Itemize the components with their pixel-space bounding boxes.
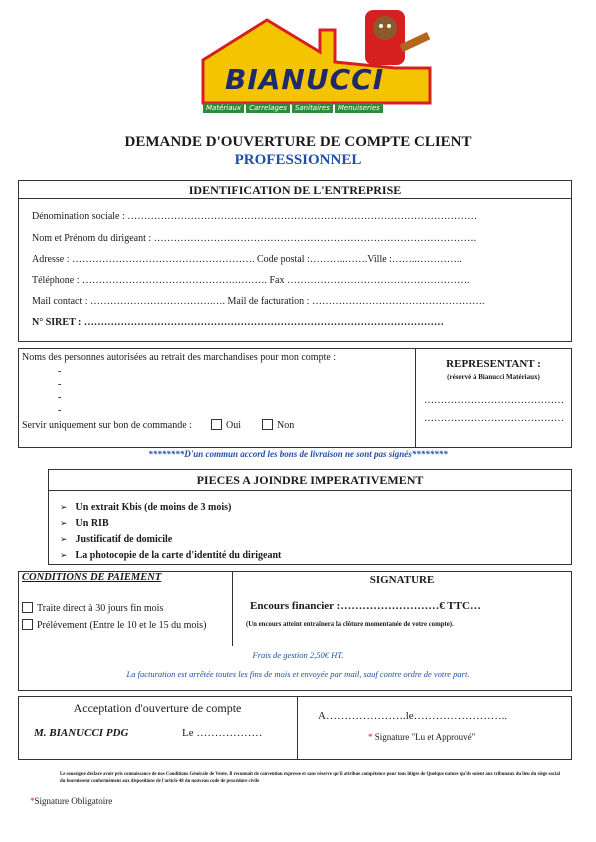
oui-checkbox[interactable]: [211, 419, 222, 430]
identification-heading: IDENTIFICATION DE L'ENTREPRISE: [188, 183, 402, 197]
dirigeant-field[interactable]: Nom et Prénom du dirigeant : …………………………………………………………………………………….: [32, 233, 477, 244]
representant-subtitle: (réservé à Bianucci Matériaux): [447, 373, 540, 381]
oui-label: Oui: [225, 420, 241, 431]
facturation-note: La facturation est arrêtée toutes les fins de mois et envoyée par mail, sauf contre ordre de votre part.: [126, 669, 470, 679]
page-title: DEMANDE D'OUVERTURE DE COMPTE CLIENT: [124, 134, 472, 150]
piece-item: ➢ Un extrait Kbis (de moins de 3 mois): [60, 502, 232, 513]
piece-item: ➢ Un RIB: [60, 518, 109, 529]
commun-accord-note: ********D'un commun accord les bons de livraison ne sont pas signés********: [148, 449, 448, 459]
arrow-right-icon: ➢: [60, 551, 68, 561]
logo-tags: [203, 103, 383, 113]
logo-tag: Carrelages: [246, 103, 290, 113]
telephone-field[interactable]: Téléphone : ……………………………………….………. Fax ……………………………………………….: [32, 275, 470, 286]
fine-print: Le soussigné déclare avoir pris connaissance de nos Conditions Générale de Vente. Il reconnaît de convention expresse et sans réserve qu'il attribue compétence pour tous litiges de Quelque nature qu'ils soient aux tribunaux du lieu du siège social du fournisseur conformément aux dispositions de l'article 48 du nouveau code de procédure civile: [60, 772, 560, 784]
logo-tag: Menuiseries: [335, 103, 383, 113]
traite-checkbox[interactable]: [22, 602, 33, 613]
non-checkbox[interactable]: [262, 419, 273, 430]
logo: [195, 8, 440, 116]
representant-title: REPRESENTANT :: [446, 358, 541, 370]
obligatoire-note: *Signature Obligatoire: [30, 796, 113, 806]
piece-item: ➢ La photocopie de la carte d'identité du dirigeant: [60, 550, 282, 561]
arrow-right-icon: ➢: [60, 535, 68, 545]
encours-field[interactable]: Encours financier :………………………€ TTC…: [250, 600, 481, 612]
representant-line[interactable]: ……………………………………: [424, 395, 564, 406]
pieces-heading: PIECES A JOINDRE IMPERATIVEMENT: [196, 473, 424, 487]
personne-line[interactable]: -: [58, 379, 62, 390]
adresse-field[interactable]: Adresse : ………………………………………………. Code postal :………..…….Ville :……..…………..: [32, 254, 462, 265]
lu-approuve-label: * Signature "Lu et Approuvé": [368, 732, 476, 742]
logo-tag: Sanitaires: [292, 103, 333, 113]
required-star: *: [368, 732, 373, 742]
lieu-date-field[interactable]: A………………….le……………………..: [318, 710, 508, 722]
siret-field[interactable]: N° SIRET : ………………………………………………………………………………………………: [32, 317, 444, 328]
page-subtitle: PROFESSIONNEL: [234, 152, 362, 168]
servir-row: [22, 419, 294, 431]
frais-note: Frais de gestion 2,50€ HT.: [252, 650, 344, 660]
prelevement-checkbox[interactable]: [22, 619, 33, 630]
signature-heading: SIGNATURE: [369, 574, 435, 586]
date-field[interactable]: Le ………………: [182, 727, 263, 739]
personne-line[interactable]: -: [58, 405, 62, 416]
piece-item: ➢ Justificatif de domicile: [60, 534, 173, 545]
logo-brand: BIANUCCI: [225, 63, 385, 96]
representant-line[interactable]: ……………………………………: [424, 413, 564, 424]
non-label: Non: [276, 420, 295, 431]
option-prelevement: Prélèvement (Entre le 10 et le 15 du mois): [22, 619, 206, 631]
required-star: *: [30, 796, 35, 806]
personnes-label: Noms des personnes autorisées au retrait des marchandises pour mon compte :: [22, 352, 337, 363]
servir-label: Servir uniquement sur bon de commande :: [22, 420, 192, 431]
acceptation-title: Acceptation d'ouverture de compte: [73, 701, 242, 715]
option-traite: Traite direct à 30 jours fin mois: [22, 602, 163, 614]
pdg-name: M. BIANUCCI PDG: [34, 727, 129, 739]
logo-house-icon: [195, 8, 440, 116]
mail-field[interactable]: Mail contact : ……………………………….…. Mail de facturation : …………………………………………….: [32, 296, 485, 307]
encours-note: (Un encours atteint entraînera la clôture momentanée de votre compte).: [246, 621, 454, 628]
arrow-right-icon: ➢: [60, 503, 68, 513]
logo-tag: Matériaux: [203, 103, 244, 113]
personne-line[interactable]: -: [58, 366, 62, 377]
denomination-field[interactable]: Dénomination sociale : ……………………………………………………………………………………………: [32, 211, 478, 222]
arrow-right-icon: ➢: [60, 519, 68, 529]
personne-line[interactable]: -: [58, 392, 62, 403]
conditions-heading: CONDITIONS DE PAIEMENT: [22, 572, 162, 583]
